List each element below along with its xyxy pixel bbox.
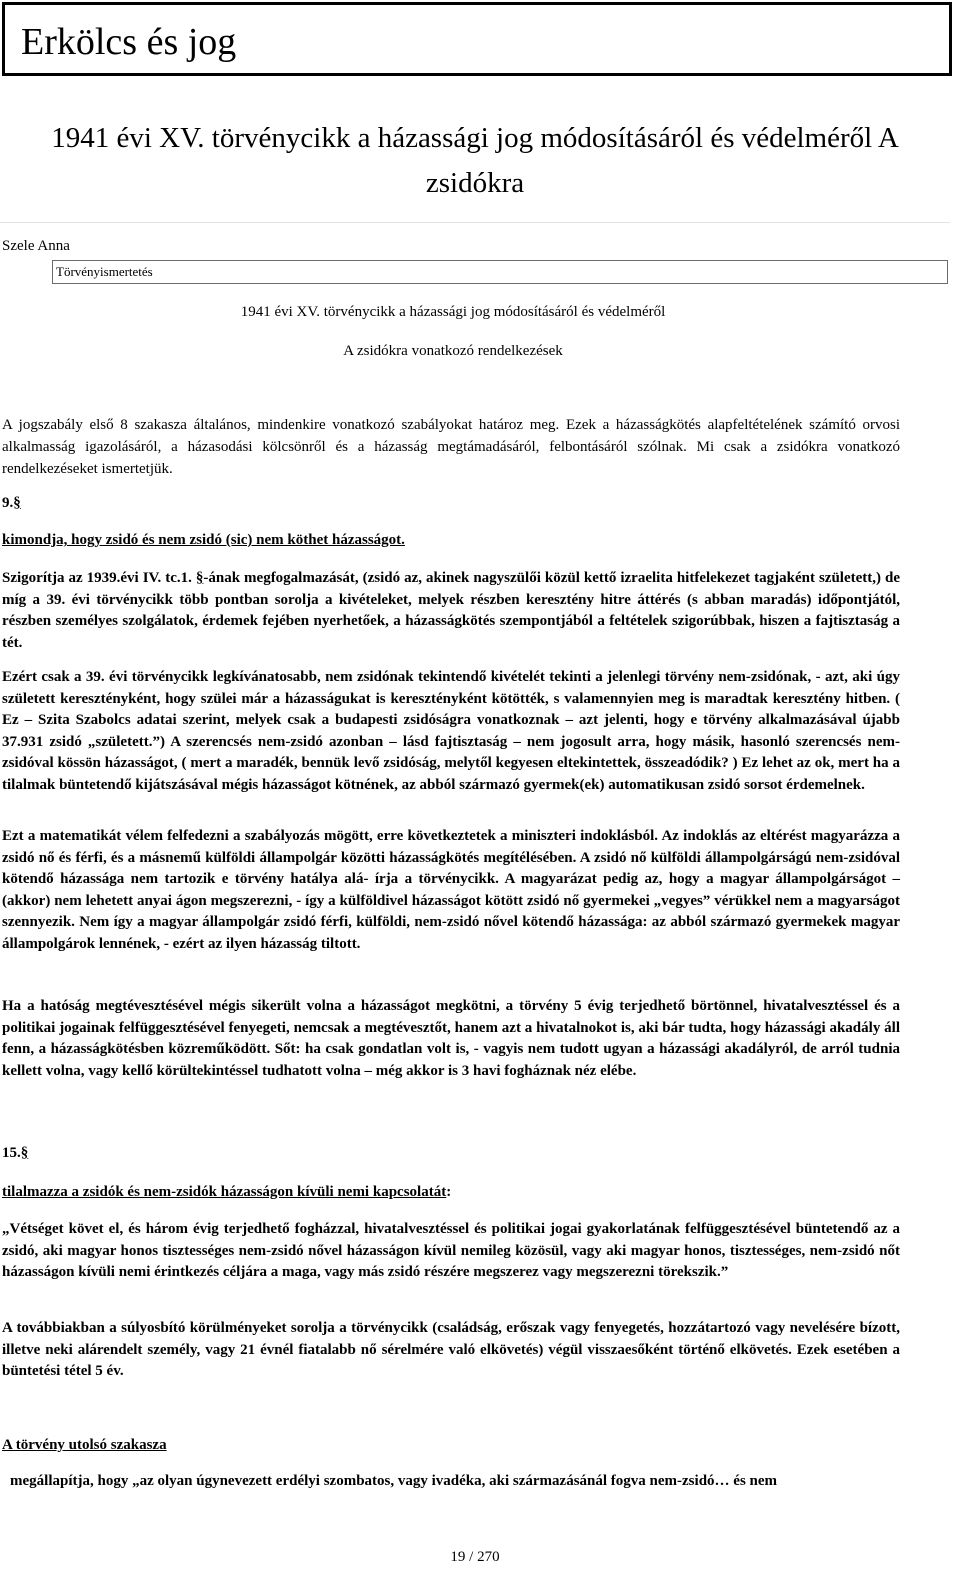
- paragraph-1-rest: -ának megfogalmazását, (zsidó az, akinek nagyszülői közül kettő izraelita hitfelekezet tagjaként született,) de míg a 39. évi törvénycikk több pontban sorolja a kivételeket, melyek részben keresztény hitre áttérés (s abban maradás) időpontjától, részben személyes szolgálatok, érdemek fejében nyerhetőek, a házasságkötés szempontjából a feltételek szigorúbbak, hiszen a fajtisztaság a tét.: [2, 570, 900, 651]
- section-number: 9.: [2, 495, 14, 511]
- site-header: [2, 2, 952, 76]
- article-title: 1941 évi XV. törvénycikk a házassági jog módosításáról és védelméről A zsidókra: [51, 122, 899, 199]
- section-15-title-text: tilalmazza a zsidók és nem-zsidók házasságon kívüli nemi kapcsolatát: [2, 1184, 447, 1200]
- law-heading: 1941 évi XV. törvénycikk a házassági jog módosításáról és védelméről: [240, 304, 666, 320]
- intro-paragraph: A jogszabály első 8 szakasza általános, mindenkire vonatkozó szabályokat határoz meg. Ezek a házasságkötés alapfeltételének számító orvosi alkalmasság igazolásáról, a házasodási kölcsönről és a házasság megtámadásáról, felbontásáról szólnak. Mi csak a zsidókra vonatkozó rendelkezéseket ismertetjük.: [2, 417, 900, 477]
- last-section-heading: A törvény utolsó szakasza: [2, 1437, 167, 1453]
- paragraph-5: A továbbiakban a súlyosbító körülményeket sorolja a törvénycikk (családság, erőszak vagy fenyegetés, hozzátartozó vagy nevelésére bízott, illetve neki alárendelt személy, vagy 21 évnél fiatalabb nő sérelmére való elkövetés) végül visszaesőként történő elkövetés. Ezek esetében a büntetési tétel 5 év.: [2, 1320, 900, 1379]
- site-title: Erkölcs és jog: [21, 21, 237, 63]
- paragraph-3: Ezt a matematikát vélem felfedezni a szabályozás mögött, erre következtetek a miniszteri indoklásból. Az indoklás az eltérést magyarázza a zsidó nő és férfi, és a másnemű külföldi állampolgár közötti házasságkötés megítélésében. A zsidó nő külföldi állampolgárságú nem-zsidóval kötendő házassága nem tartozik e törvény hatálya alá- írja a törvénycikk. A magyarázat pedig az, hogy a magyar állampolgárságot – (akkor) nem lehetett anyai ágon megszerezni, - így a külföldivel házasságot kötött zsidó nő gyermekei „vegyes” vérükkel nem a magyarságot szennyezik. Nem így a magyar állampolgár zsidó férfi, külföldi, nem-zsidó nővel kötendő házassága: az abból származó gyermekek magyar állampolgárok lennének, - ezért az ilyen házasság tiltott.: [2, 828, 900, 952]
- section-9-label: [2, 493, 900, 515]
- paragraph-1: [2, 568, 900, 654]
- section-15-label: [2, 1143, 900, 1165]
- last-section-line: megállapítja, hogy „az olyan úgynevezett erdélyi szombatos, vagy ivadéka, aki származásánál fogva nem-zsidó… és nem: [10, 1473, 778, 1489]
- category-label: Törvényismertetés: [52, 260, 948, 284]
- paragraph-1-start: Szigorítja az 1939.évi IV. tc.1.: [2, 570, 192, 586]
- section-symbol-link[interactable]: §: [195, 570, 204, 586]
- section-number: 15.: [2, 1145, 21, 1161]
- section-symbol-link[interactable]: §: [20, 1145, 29, 1161]
- section-symbol-link[interactable]: §: [13, 495, 21, 511]
- law-quote: „Vétséget követ el, és három évig terjedhető fogházzal, hivatalvesztéssel és politikai jogai gyakorlatának felfüggesztésével büntetendő az a zsidó, aki magyar honos tisztességes nem-zsidó nővel házasságon kívül nemileg közösül, vagy aki magyar honos, tisztességes, nem-zsidó nőt házasságon kívüli nemi érintkezés céljára a maga, vagy más zsidó részére megszerez vagy megszerezni törekszik.”: [2, 1221, 900, 1280]
- section-15-colon: :: [446, 1184, 452, 1200]
- section-15-title: [2, 1182, 900, 1204]
- section-subheading: A zsidókra vonatkozó rendelkezések: [343, 343, 563, 359]
- paragraph-2: Ezért csak a 39. évi törvénycikk legkívánatosabb, nem zsidónak tekintendő kivételét tekinti a jelenlegi törvény nem-zsidónak, - azt, aki úgy született keresztényként, hogy szülei már a házasságukat is keresztényként kötötték, s valamennyien meg is maradtak keresztény hitben. ( Ez – Szita Szabolcs adatai szerint, melyek csak a budapesti zsidóságra vonatkoznak – azt jelenti, hogy e törvény alkalmazásával újabb 37.931 zsidó „született.”) A szerencsés nem-zsidó azonban – lásd fajtisztaság – nem jogosult arra, hogy másik, hasonló szerencsés nem-zsidóval kössön házasságot, ( mert a maradék, bennük levő zsidóság, melytől kegyesen eltekintettek, összeadódik? ) Ez lehet az ok, mert ha a tilalmak büntetendő kijátszásával mégis házasságot kötnének, az abból származó gyermek(ek) automatikusan zsidó sorsot érdemelnek.: [2, 669, 900, 793]
- page-number: 19 / 270: [450, 1549, 500, 1565]
- paragraph-4: Ha a hatóság megtévesztésével mégis sikerült volna a házasságot megkötni, a törvény 5 évig terjedhető börtönnel, hivatalvesztéssel és a politikai jogainak felfüggesztésével fenyegeti, nemcsak a megtévesztőt, hanem azt a hivatalnokot is, aki bár tudta, hogy házassági akadály áll fenn, a házasságkötésben közreműködött. Sőt: ha csak gondatlan volt is, - vagyis nem tudott ugyan a házassági akadályról, de arról tudnia kellett volna, vagy kellő körültekintéssel tudhatott volna – még akkor is 3 havi fogháznak néz elébe.: [2, 998, 900, 1079]
- title-divider: [0, 222, 950, 223]
- section-9-title: kimondja, hogy zsidó és nem zsidó (sic) nem köthet házasságot.: [2, 532, 405, 548]
- author-name: Szele Anna: [2, 238, 70, 254]
